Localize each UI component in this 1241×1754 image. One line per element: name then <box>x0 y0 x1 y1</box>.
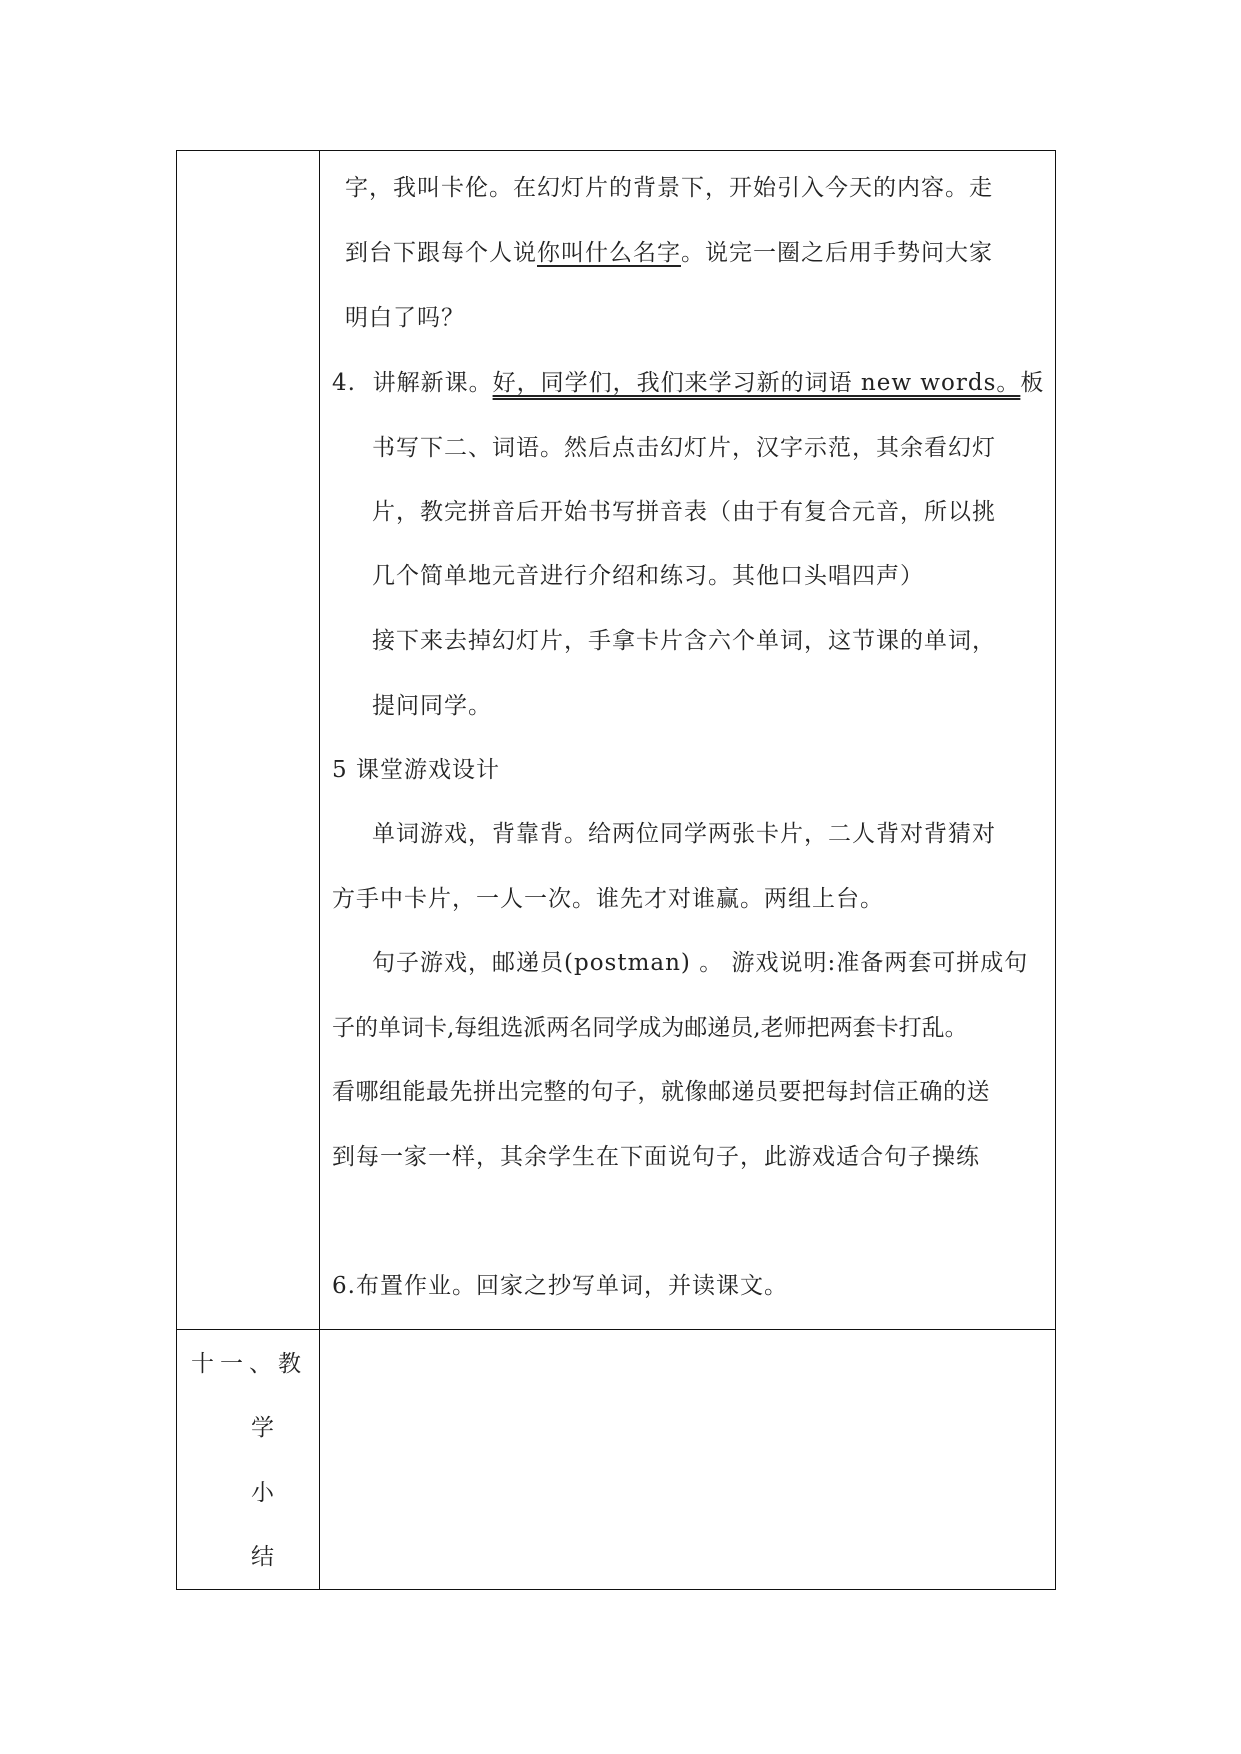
text-line: 到每一家一样，其余学生在下面说句子，此游戏适合句子操练 <box>332 1144 980 1170</box>
column-divider <box>319 151 320 1589</box>
row-label: 结 <box>251 1544 274 1570</box>
double-underlined-phrase: 好，同学们，我们来学习新的词语 new words。 <box>492 370 1021 396</box>
text-line: 方手中卡片，一人一次。谁先才对谁赢。两组上台。 <box>332 886 884 912</box>
numbered-item: 4. 讲解新课。好，同学们，我们来学习新的词语 new words。板 <box>332 370 1045 396</box>
row-label: 十一、教 <box>191 1351 307 1377</box>
text-line: 片，教完拼音后开始书写拼音表（由于有复合元音，所以挑 <box>372 499 996 525</box>
text-line: 接下来去掉幻灯片，手拿卡片含六个单词，这节课的单词， <box>372 628 996 654</box>
text-line: 字，我叫卡伦。在幻灯片的背景下，开始引入今天的内容。走 <box>345 175 993 201</box>
text-line: 提问同学。 <box>372 693 492 719</box>
section-heading: 5 课堂游戏设计 <box>332 757 500 783</box>
text-line: 书写下二、词语。然后点击幻灯片，汉字示范，其余看幻灯 <box>372 435 996 461</box>
row-divider <box>177 1329 1055 1330</box>
row-label: 学 <box>251 1415 274 1441</box>
underlined-phrase: 你叫什么名字 <box>537 240 681 266</box>
text-line: 看哪组能最先拼出完整的句子，就像邮递员要把每封信正确的送 <box>332 1079 990 1105</box>
text-line: 子的单词卡,每组选派两名同学成为邮递员,老师把两套卡打乱。 <box>332 1015 968 1041</box>
text-line: 单词游戏，背靠背。给两位同学两张卡片，二人背对背猜对 <box>372 821 996 847</box>
text-line: 到台下跟每个人说你叫什么名字。说完一圈之后用手势问大家 <box>345 240 993 266</box>
text-line: 句子游戏，邮递员(postman) 。 游戏说明:准备两套可拼成句 <box>372 950 1029 976</box>
lesson-plan-table <box>176 150 1056 1590</box>
text-line: 6.布置作业。回家之抄写单词，并读课文。 <box>332 1273 788 1299</box>
text-line: 几个简单地元音进行介绍和练习。其他口头唱四声） <box>372 563 924 589</box>
row-label: 小 <box>251 1480 274 1506</box>
text-line: 明白了吗？ <box>345 305 465 331</box>
